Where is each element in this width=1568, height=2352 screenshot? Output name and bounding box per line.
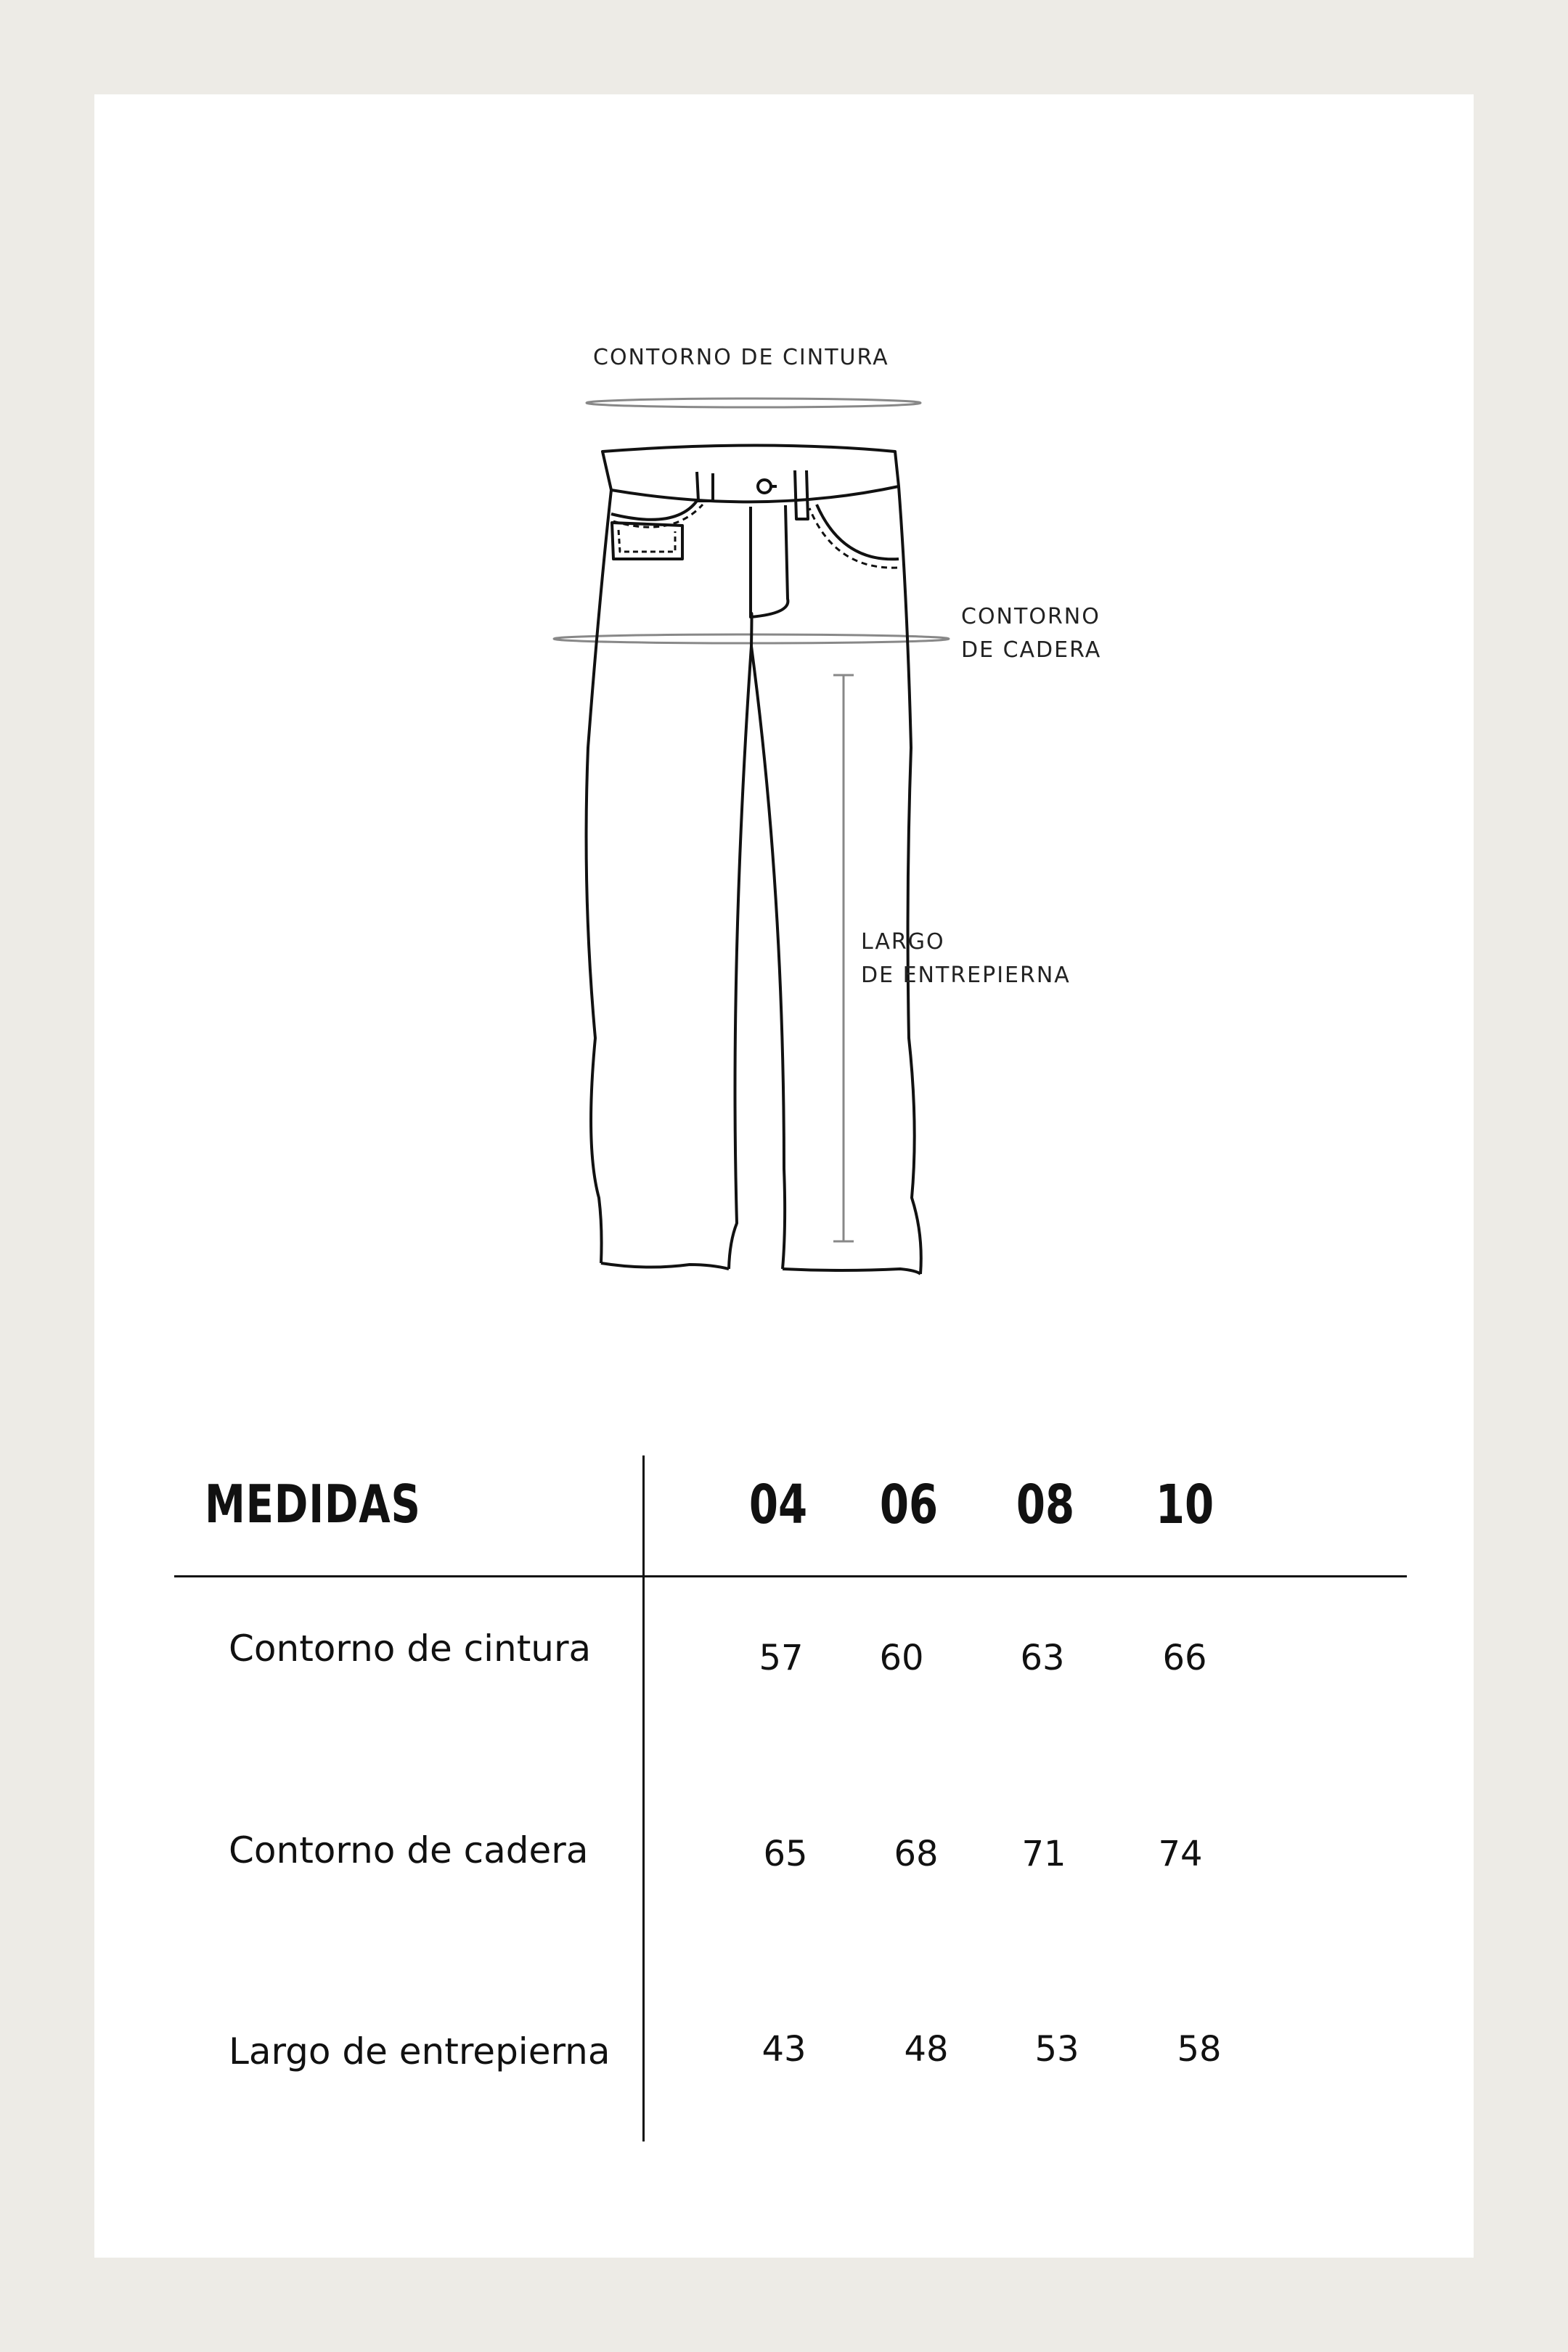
- table-cell: 68: [894, 1834, 939, 1874]
- size-chart-card: [94, 94, 1474, 2258]
- size-header-08: 08: [1016, 1474, 1075, 1536]
- hip-label: CONTORNO DE CADERA: [961, 604, 1102, 663]
- size-header-10: 10: [1155, 1474, 1214, 1536]
- table-header-divider: [174, 1575, 1407, 1577]
- inseam-measure-line: [833, 675, 854, 1241]
- table-cell: 58: [1177, 2029, 1222, 2070]
- row-label-hip: Contorno de cadera: [229, 1829, 589, 1871]
- pants-diagram: [94, 94, 1474, 1328]
- table-cell: 74: [1158, 1834, 1203, 1874]
- table-vertical-divider: [642, 1455, 645, 2141]
- table-cell: 48: [904, 2029, 949, 2070]
- table-cell: 60: [879, 1638, 924, 1678]
- row-label-waist: Contorno de cintura: [229, 1628, 592, 1670]
- size-header-04: 04: [748, 1474, 808, 1536]
- size-header-06: 06: [879, 1474, 939, 1536]
- inseam-label: LARGO DE ENTREPIERNA: [861, 929, 1071, 988]
- waist-measure-line: [587, 399, 920, 407]
- table-cell: 66: [1162, 1638, 1207, 1678]
- waist-label: CONTORNO DE CINTURA: [593, 345, 889, 370]
- table-cell: 43: [761, 2029, 807, 2070]
- table-title: MEDIDAS: [205, 1474, 421, 1535]
- table-cell: 71: [1021, 1834, 1066, 1874]
- jeans-outline: [587, 446, 921, 1275]
- table-cell: 57: [759, 1638, 804, 1678]
- table-cell: 63: [1020, 1638, 1065, 1678]
- row-label-inseam: Largo de entrepierna: [229, 2030, 611, 2073]
- jeans-illustration: [94, 94, 1474, 1328]
- table-cell: 53: [1034, 2029, 1079, 2070]
- table-cell: 65: [763, 1834, 808, 1874]
